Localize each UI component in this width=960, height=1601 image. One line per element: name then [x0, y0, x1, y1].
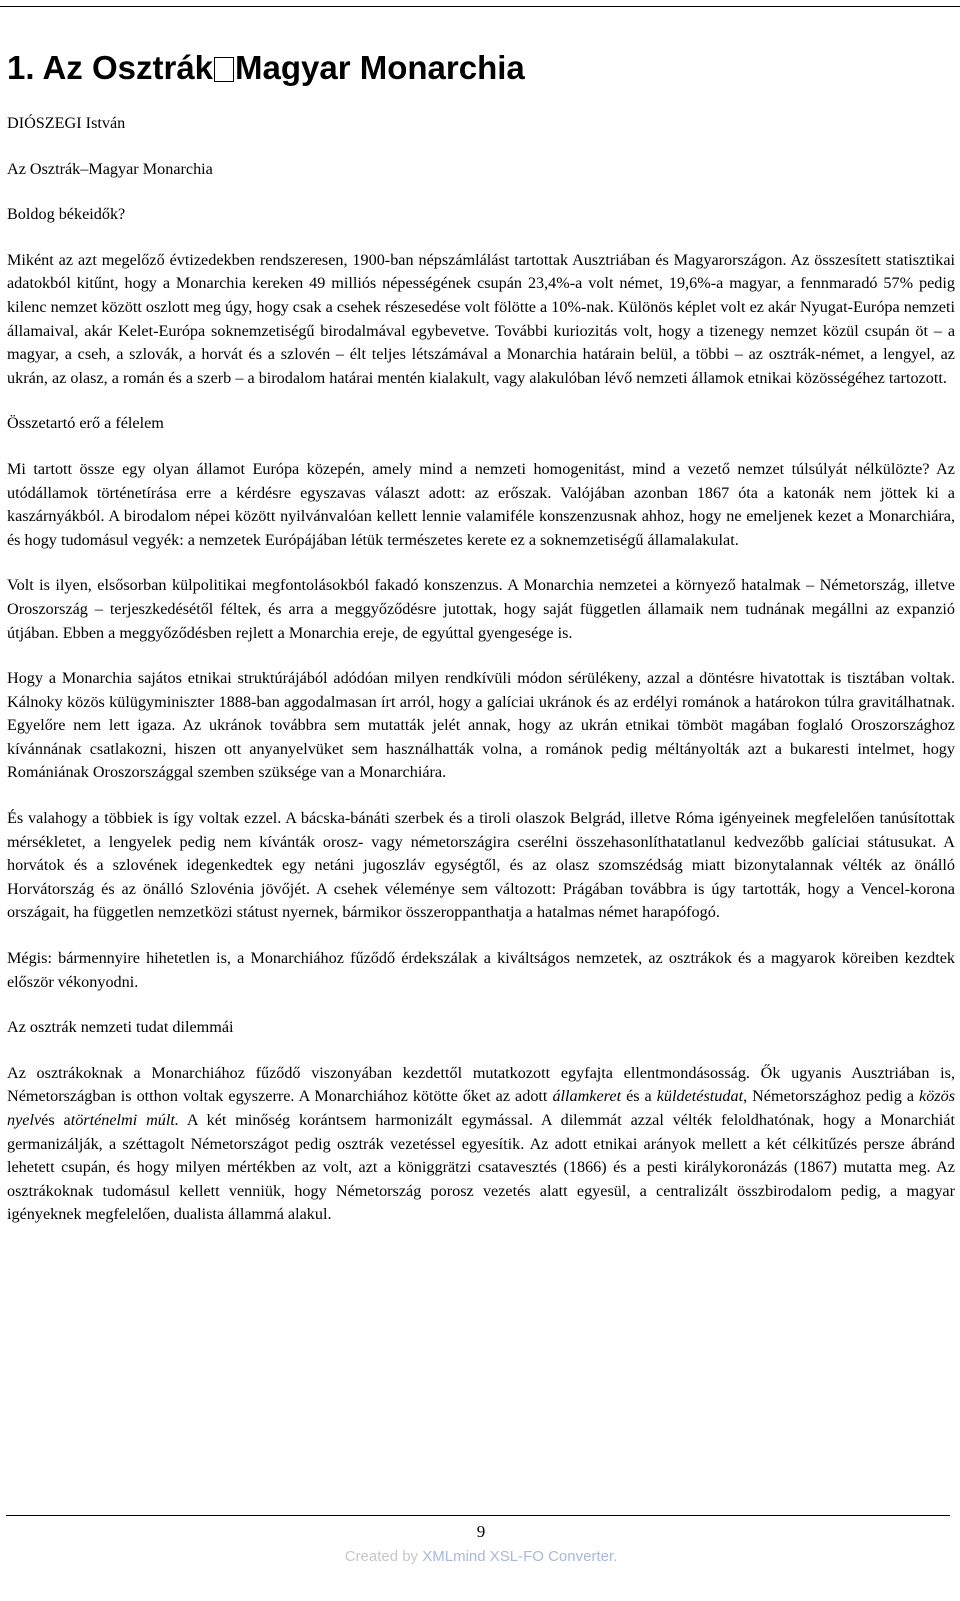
p7-text-d: és a — [41, 1111, 71, 1129]
p7-italic-2: küldetéstudat — [656, 1087, 744, 1106]
paragraph-4: Hogy a Monarchia sajátos etnikai struktúrájából adódóan milyen rendkívüli módon sérülékeny, azzal a döntésre hivatottak is tisztában voltak. Kálnoky közös külügyminiszter 1888-ban aggodalmasan írt arról, hogy a galíciai ukránok és az erdélyi románok a határokon túlra gravitálhatnak. Egyelőre nem lett igaza. Az ukránok továbbra sem mutatták jelét annak, hogy az ukrán etnikai tömböt magában foglaló Oroszországhoz kívánnának csatlakozni, hiszen ott anyanyelvüket sem használhatták volna, a románok pedig méltányolták azt a bukaresti intelmet, hogy Romániának Oroszországgal szemben szüksége van a Monarchiára. — [7, 669, 955, 782]
converter-credit — [7, 1547, 955, 1567]
heading-part-2: Magyar Monarchia — [235, 49, 525, 86]
paragraph-7 — [7, 1062, 955, 1227]
credit-brand: XMLmind XSL-FO Converter. — [422, 1548, 618, 1565]
footer-rule — [6, 1515, 950, 1516]
paragraph-2: Mi tartott össze egy olyan államot Európa közepén, amely mind a nemzeti homogenitást, mind a vezető nemzet túlsúlyát nélkülözte? Az utódállamok történetírása erre a kérdésre egyszavas választ adott: az erőszak. Valójában azonban 1867 óta a katonák nem jöttek ki a kaszárnyákból. A birodalom népei között nyilvánvalóan kellett lennie valamiféle konszenzusnak ahhoz, hogy ne emeljenek kezet a Monarchiára, és hogy tudomásul vegyék: a nemzetek Európájában létük természetes kerete ez a soknemzetiségű államalakulat. — [7, 459, 955, 549]
paragraph-6: Mégis: bármennyire hihetetlen is, a Monarchiához fűződő érdekszálak a kiváltságos nemzetek, az osztrákok és a magyarok köreiben kezdtek először vékonyodni. — [7, 949, 955, 991]
p7-text-c: , Németországhoz pedig a — [743, 1087, 920, 1106]
section-title-2: Összetartó erő a félelem — [7, 414, 164, 433]
article-subtitle: Az Osztrák–Magyar Monarchia — [7, 159, 213, 178]
author-line: DIÓSZEGI István — [7, 114, 126, 132]
section-title-1: Boldog békeidők? — [7, 205, 126, 224]
header-rule — [0, 6, 960, 7]
page-number: 9 — [476, 1522, 486, 1541]
heading-part-1: 1. Az Osztrák — [7, 49, 214, 86]
paragraph-1: Miként az azt megelőző évtizedekben rendszeresen, 1900-ban népszámlálást tartottak Ausztriában és Magyarországon. Az összesített statisztikai adatokból kitűnt, hogy a Monarchia kereken 49 milliós népességének csupán 23,4%-a volt német, 19,6%-a magyar, a fennmaradó 57% pedig kilenc nemzet között oszlott meg úgy, hogy csak a csehek részesedése volt fölötte a 10%-nak. Különös képlet volt ez akár Nyugat-Európa nemzeti államaival, akár Kelet-Európa soknemzetiségű birodalmával egybevetve. További kuriozitás volt, hogy a tizenegy nemzet közül csupán öt – a magyar, a cseh, a szlovák, a horvát és a szlovén – élt teljes létszámával a Monarchia határain belül, a többi – az osztrák-német, a lengyel, az ukrán, az olasz, a román és a szerb – a birodalom határai mentén kialakult, vagy alakulóban lévő nemzeti államok etnikai közösségéhez tartozott. — [7, 250, 955, 387]
body-text — [7, 112, 955, 1249]
p7-italic-4: történelmi múlt. — [70, 1111, 179, 1129]
p7-text-a: Az osztrákoknak a Monarchiához fűződő viszonyában kezdettől mutatkozott egyfajta ellentmondásosság. Ők ugyanis Ausztriában is, Németországban is otthon voltak egyszerre. A Monarchiához kötötte őket az adott — [7, 1063, 955, 1106]
p7-text-b: és a — [621, 1087, 657, 1106]
p7-text-e: A két minőség korántsem harmonizált egymással. A dilemmát azzal vélték feloldhatónak, hogy a Monarchiát germanizálják, a széttagolt Németországot pedig osztrák vezetéssel egyesítik. Az adott etnikai arányok mellett a két célkitűzés persze ábránd lehetett csupán, és hogy milyen mértékben az volt, azt a königgrätzi csatavesztés (1866) és a pesti királykoronázás (1867) mutatta meg. Az osztrákoknak tudomásul kellett venniük, hogy Németország porosz vezetés alatt egyesül, a centralizált összbirodalom pedig, a magyar igényeknek megfelelően, dualista állammá alakul. — [7, 1111, 955, 1224]
p7-italic-3: közös nyelv — [7, 1087, 956, 1129]
missing-glyph-box — [214, 57, 234, 82]
paragraph-3: Volt is ilyen, elsősorban külpolitikai megfontolásokból fakadó konszenzus. A Monarchia nemzetei a környező hatalmak – Németország, illetve Oroszország – terjeszkedésétől féltek, és arra a meggyőződésre jutottak, hogy saját független államaik nem tudnának megállni az expanzió útjában. Ebben a meggyőződésben rejlett a Monarchia ereje, de egyúttal gyengesége is. — [7, 576, 955, 642]
chapter-heading — [7, 48, 525, 88]
paragraph-5: És valahogy a többiek is így voltak ezzel. A bácska-bánáti szerbek és a tiroli olaszok Belgrád, illetve Róma igényeinek megfelelően tanúsítottak mérsékletet, a lengyelek pedig nem kívánták orosz- vagy németországira cserélni összehasonlíthatatlanul kedvezőbb galíciai státusukat. A horvátok és a szlovének idegenkedtek egy netáni jugoszláv egységtől, és az olasz szomszédság miatt bizonytalannak vélték az önálló Horvátország és az önálló Szlovénia jövőjét. A csehek véleménye sem változott: Prágában továbbra is úgy tartották, hogy a Vencel-korona országait, ha független nemzetközi státust nyernek, bármikor összeroppanthatja a hatalmas német harapófogó. — [7, 809, 955, 922]
section-title-3: Az osztrák nemzeti tudat dilemmái — [7, 1018, 234, 1037]
p7-italic-1: államkeret — [552, 1087, 622, 1106]
credit-prefix: Created by — [344, 1548, 423, 1565]
